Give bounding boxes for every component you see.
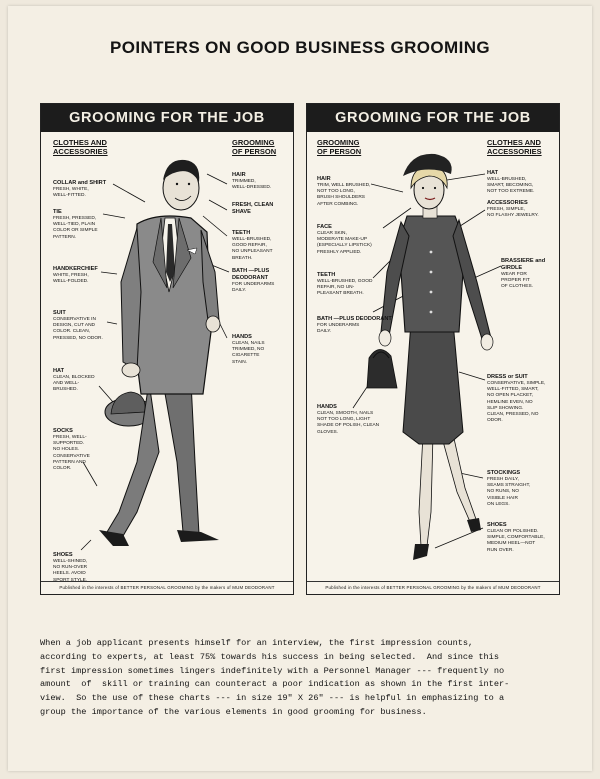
women-item-hands [317,404,397,436]
men-item-socks-d6: COLOR. [53,466,72,472]
women-item-teeth-d3: PLEASANT BREATH. [317,291,364,297]
men-item-handkerchief [53,266,131,285]
men-col-person-line2: OF PERSON [232,147,277,156]
men-col-clothes-line1: CLOTHES AND [53,138,107,147]
men-col-person-line1: GROOMING [232,138,275,147]
women-item-hat-d2: SMART, BECOMING, [487,183,534,189]
men-item-tie-title: TIE [53,209,62,215]
women-item-hat [487,170,557,196]
women-item-face-title: FACE [317,224,332,230]
women-item-hands-d4: GLOVES. [317,429,339,435]
women-item-brassiere [501,258,557,291]
women-item-face-d2: MODERATE MAKE-UP [317,237,368,243]
men-item-hands-d2: TRIMMED, NO [232,347,265,353]
women-col-person-line2: OF PERSON [317,147,362,156]
men-item-teeth-title: TEETH [232,230,251,236]
women-item-shoes-d2: SIMPLE, COMFORTABLE, [487,535,545,541]
women-col-clothes-line2: ACCESSORIES [487,147,542,156]
men-item-collar [53,180,131,199]
women-item-hands-title: HANDS [317,404,337,410]
men-item-handkerchief-title: HANDKERCHIEF [53,266,98,272]
chart-men [40,103,294,595]
women-item-stockings-d3: NO RUNS, NO [487,489,519,495]
men-item-hands-d4: STAIN. [232,359,248,365]
women-item-hat-d1: WELL-BRUSHED, [487,177,527,182]
women-item-hands-d1: CLEAN, SMOOTH, NAILS [317,411,374,416]
women-item-accessories [487,200,557,219]
men-item-hands-d1: CLEAN, NAILS [232,341,265,346]
women-item-teeth [317,272,397,298]
body-line: amount of skill or training can counteract a poor indication as shown in the first inter- [40,679,510,690]
men-item-suit-d4: PRESSED, NO ODOR. [53,335,103,341]
women-item-hair-title: HAIR [317,176,331,182]
women-item-stockings-d1: FRESH DAILY, [487,477,519,482]
men-item-tie [53,209,131,241]
women-item-dress-d7: ODOR. [487,418,503,424]
women-item-bath-d1: FOR UNDERARMS [317,323,360,328]
men-item-hair [232,172,290,191]
men-item-shoes-d2: NO RUN-OVER [53,565,88,571]
women-item-accessories-d2: NO FLASHY JEWELRY. [487,213,539,219]
body-line: When a job applicant presents himself for an interview, the first impression counts, [40,638,474,648]
women-item-shoes-d4: RUN OVER. [487,547,514,553]
women-item-stockings-d5: ON LEGS. [487,501,510,507]
men-item-socks-d3: NO HOLES. [53,447,80,453]
women-item-hair-d3: BRUSH SHOULDERS [317,195,365,201]
men-item-socks-title: SOCKS [53,428,73,434]
men-item-tie-d2: WELL-TIED, PLAIN [53,222,96,228]
women-item-dress-d4: HEMLINE EVEN, NO [487,399,533,405]
women-item-dress-d1: CONSERVATIVE, SIMPLE, [487,381,546,386]
men-item-hat-d1: CLEAN, BLOCKED [53,375,95,380]
women-item-dress-d6: CLEAN, PRESSED, NO [487,412,539,418]
body-paragraph [40,637,564,720]
men-item-shave [232,202,282,216]
men-item-collar-d1: FRESH, WHITE, [53,187,89,192]
men-item-teeth-d4: BREATH. [232,255,253,261]
body-line: group the importance of the various elements in good grooming for business. [40,706,427,717]
women-item-brassiere-d1: WEAR FOR [501,272,527,277]
women-item-teeth-title: TEETH [317,272,336,278]
men-item-teeth-d3: NO UNPLEASANT [232,249,273,255]
men-item-shoes-d4: SPORT STYLE. [53,577,88,583]
women-item-brassiere-title: BRASSIERE and GIRDLE [501,258,546,271]
women-item-brassiere-d2: PROPER FIT [501,278,530,284]
men-item-collar-d2: WELL-FITTED. [53,193,86,199]
chart-women-header: GROOMING FOR THE JOB [307,104,559,132]
women-item-stockings-d4: VISIBLE HAIR [487,495,518,501]
men-item-suit-d3: COLOR. CLEAN, [53,329,91,335]
men-item-bath [232,268,290,294]
men-item-teeth-d1: WELL-BRUSHED, [232,237,272,242]
men-item-socks-d5: PATTERN AND [53,459,86,465]
women-item-accessories-title: ACCESSORIES [487,200,528,206]
women-item-shoes-d1: CLEAN OR POLISHED. [487,529,539,534]
men-item-handkerchief-d2: WELL-FOLDED. [53,279,89,285]
men-item-hat [53,368,131,394]
women-item-stockings-d2: SEAMS STRAIGHT, [487,483,531,489]
women-item-hair-d1: TRIM, WELL BRUSHED, [317,183,371,188]
men-item-hands-d3: CIGARETTE [232,353,260,359]
men-item-tie-d1: FRESH, PRESSED, [53,216,97,221]
women-item-teeth-d1: WELL-BRUSHED, GOOD [317,279,373,284]
men-item-socks-d2: SUPPORTED. [53,441,85,447]
men-item-teeth-d2: GOOD REPAIR, [232,243,267,249]
men-item-hair-d1: TRIMMED, [232,179,256,184]
women-item-brassiere-d3: OF CLOTHES. [501,284,533,290]
men-item-bath-title: BATH —PLUS DEODORANT [232,268,270,281]
women-item-face-d4: FRESHLY APPLIED. [317,249,362,255]
men-item-hair-d2: WELL-DRESSED. [232,185,272,191]
men-item-hair-title: HAIR [232,172,246,178]
chart-men-header: GROOMING FOR THE JOB [41,104,293,132]
women-item-hat-d3: NOT TOO EXTREME. [487,189,535,195]
women-item-bath-d2: DAILY. [317,329,332,335]
women-item-face [317,224,397,256]
page-title: POINTERS ON GOOD BUSINESS GROOMING [109,38,491,57]
women-item-hat-title: HAT [487,170,499,176]
women-item-shoes-title: SHOES [487,522,507,528]
women-item-bath-title: BATH —PLUS DEODORANT [317,316,392,322]
women-item-hands-d3: SHADE OF POLISH, CLEAN [317,423,380,429]
women-item-dress-d3: NO OPEN PLACKET, [487,393,534,399]
body-line: view. So the use of these charts --- in size 19" X 26" --- is helpful in emphasizing to a [40,693,505,704]
women-item-bath [317,316,397,335]
women-col-person-line1: GROOMING [317,138,360,147]
women-item-hands-d2: NOT TOO LONG, LIGHT [317,417,371,423]
men-item-socks-d4: CONSERVATIVE [53,453,90,459]
men-item-suit-title: SUIT [53,310,66,316]
men-item-shave-title: FRESH, CLEAN SHAVE [232,202,274,215]
men-item-handkerchief-d1: WHITE, FRESH, [53,273,89,278]
women-item-face-d3: (ESPECIALLY LIPSTICK) [317,243,372,249]
men-item-bath-d2: DAILY. [232,288,247,294]
men-item-hat-title: HAT [53,368,65,374]
men-item-suit-d2: DESIGN, CUT AND [53,323,96,329]
men-item-teeth [232,230,290,262]
body-line: according to experts, at least 75% towards his success in being selected. And since this [40,651,499,662]
men-item-socks [53,428,131,472]
women-item-stockings-title: STOCKINGS [487,470,521,476]
men-item-bath-d1: FOR UNDERARMS [232,282,275,287]
women-item-shoes [487,522,557,554]
women-item-hair-d2: NOT TOO LONG, [317,189,355,195]
women-item-accessories-d1: FRESH, SIMPLE, [487,207,525,212]
women-item-face-d1: CLEAR SKIN, [317,231,347,236]
women-item-dress-d2: WELL-FITTED, SMART, [487,387,539,393]
women-item-dress-title: DRESS or SUIT [487,374,528,380]
women-item-hair-d4: AFTER COMBING. [317,201,359,207]
women-item-hair [317,176,397,208]
women-item-dress [487,374,557,424]
men-item-hat-d3: BRUSHED. [53,387,78,393]
women-footer: Published in the interests of BETTER PERSONAL GROOMING by the makers of MUM DEODORANT [307,581,559,594]
men-item-hat-d2: AND WELL- [53,381,80,387]
men-item-hands [232,334,290,366]
men-footer: Published in the interests of BETTER PERSONAL GROOMING by the makers of MUM DEODORANT [41,581,293,594]
women-item-shoes-d3: MEDIUM HEEL—NOT [487,541,536,547]
women-item-teeth-d2: REPAIR, NO UN- [317,285,355,291]
men-col-clothes-line2: ACCESSORIES [53,147,108,156]
women-item-stockings [487,470,557,508]
men-item-shoes-d3: HEELS. AVOID [53,571,86,577]
women-item-dress-d5: SLIP SHOWING. [487,405,524,411]
body-line: first impression sometimes lingers indefinitely with a Personnel Manager --- frequently no [40,665,505,676]
men-item-socks-d1: FRESH, WELL- [53,435,87,440]
men-item-collar-title: COLLAR and SHIRT [53,180,107,186]
women-col-clothes-line1: CLOTHES AND [487,138,541,147]
men-item-shoes [53,552,131,584]
men-item-shoes-d1: WELL-SHINED, [53,559,88,564]
men-item-tie-d3: COLOR OR SIMPLE [53,228,98,234]
chart-women [306,103,560,595]
men-item-shoes-title: SHOES [53,552,73,558]
men-item-suit [53,310,131,342]
men-item-hands-title: HANDS [232,334,252,340]
men-item-suit-d1: CONSERVATIVE IN [53,317,96,322]
men-item-tie-d4: PATTERN. [53,234,77,240]
